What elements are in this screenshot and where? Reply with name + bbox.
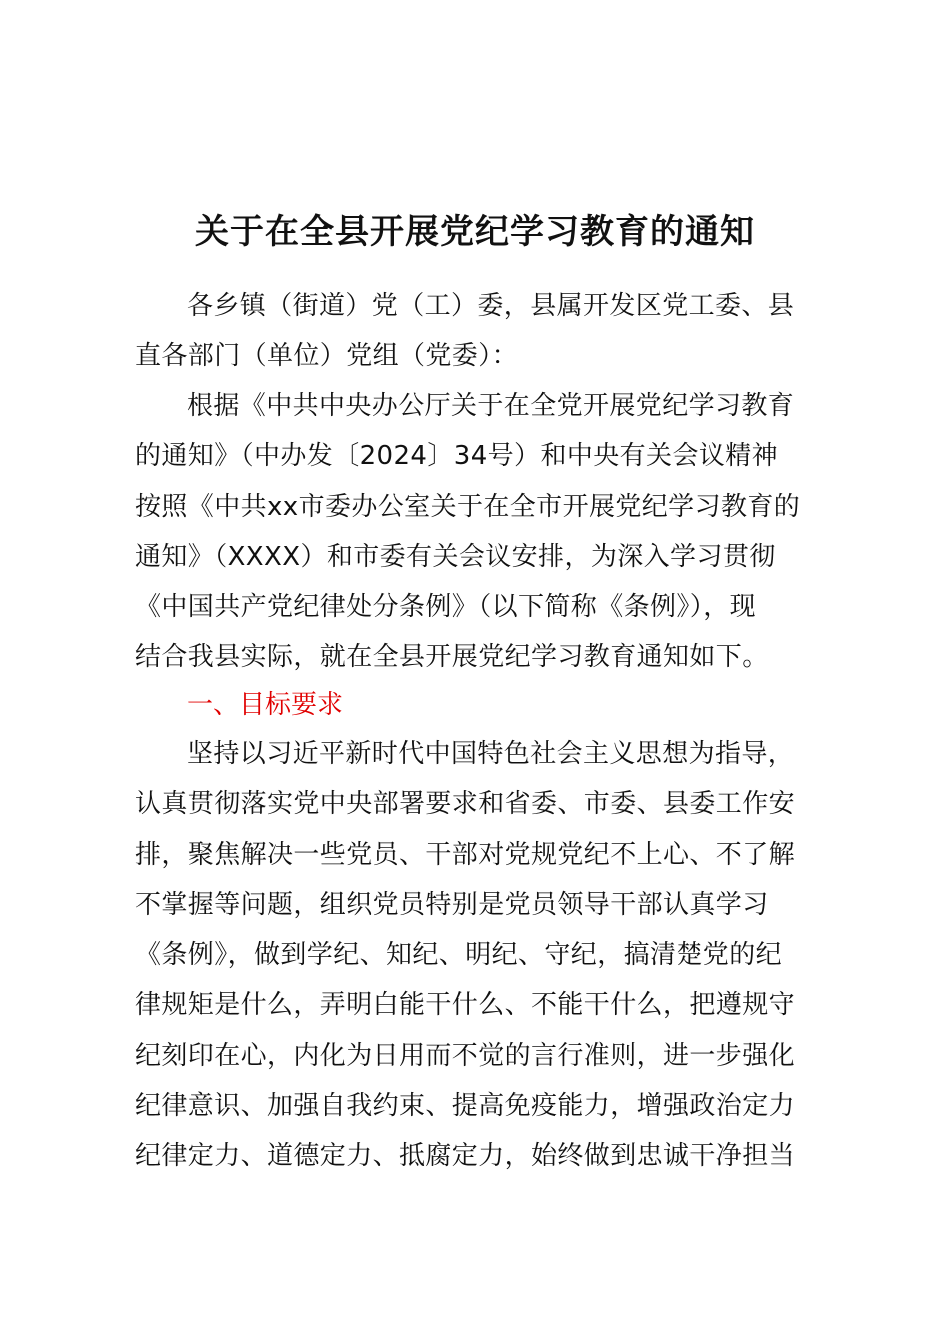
paragraph-line: 通知》（XXXX）和市委有关会议安排，为深入学习贯彻 [135, 541, 776, 572]
document-title: 关于在全县开展党纪学习教育的通知 [195, 212, 755, 252]
paragraph-line: 结合我县实际，就在全县开展党纪学习教育通知如下。 [135, 642, 769, 673]
salutation-line: 直各部门（单位）党组（党委）： [135, 341, 519, 372]
paragraph-line: 不掌握等问题，组织党员特别是党员领导干部认真学习 [135, 889, 769, 920]
paragraph-line: 纪律意识、加强自我约束、提高免疫能力，增强政治定力 [135, 1091, 796, 1122]
paragraph-line: 《条例》，做到学纪、知纪、明纪、守纪，搞清楚党的纪 [135, 940, 783, 971]
paragraph-line: 按照《中共xx市委办公室关于在全市开展党纪学习教育的 [135, 491, 801, 522]
salutation [135, 281, 835, 382]
paragraph-goals [135, 729, 835, 1182]
salutation-line: 各乡镇（街道）党（工）委，县属开发区党工委、县 [187, 291, 795, 321]
paragraph-line: 纪刻印在心，内化为日用而不觉的言行准则，进一步强化 [135, 1040, 796, 1071]
paragraph-line: 排，聚焦解决一些党员、干部对党规党纪不上心、不了解 [135, 839, 796, 870]
paragraph-line: 纪律定力、道德定力、抵腐定力，始终做到忠诚干净担当 [135, 1141, 796, 1172]
paragraph-line: 根据《中共中央办公厅关于在全党开展党纪学习教育 [187, 391, 795, 421]
paragraph-line: 认真贯彻落实党中央部署要求和省委、市委、县委工作安 [135, 789, 796, 820]
paragraph-line: 坚持以习近平新时代中国特色社会主义思想为指导， [187, 739, 795, 769]
paragraph-line: 的通知》（中办发〔2024〕34号）和中央有关会议精神 [135, 441, 779, 472]
paragraph-line: 《中国共产党纪律处分条例》（以下简称《条例》），现 [135, 592, 757, 623]
section-heading-goals: 一、目标要求 [187, 690, 344, 720]
paragraph-basis [135, 381, 835, 683]
paragraph-line: 律规矩是什么，弄明白能干什么、不能干什么，把遵规守 [135, 990, 796, 1021]
